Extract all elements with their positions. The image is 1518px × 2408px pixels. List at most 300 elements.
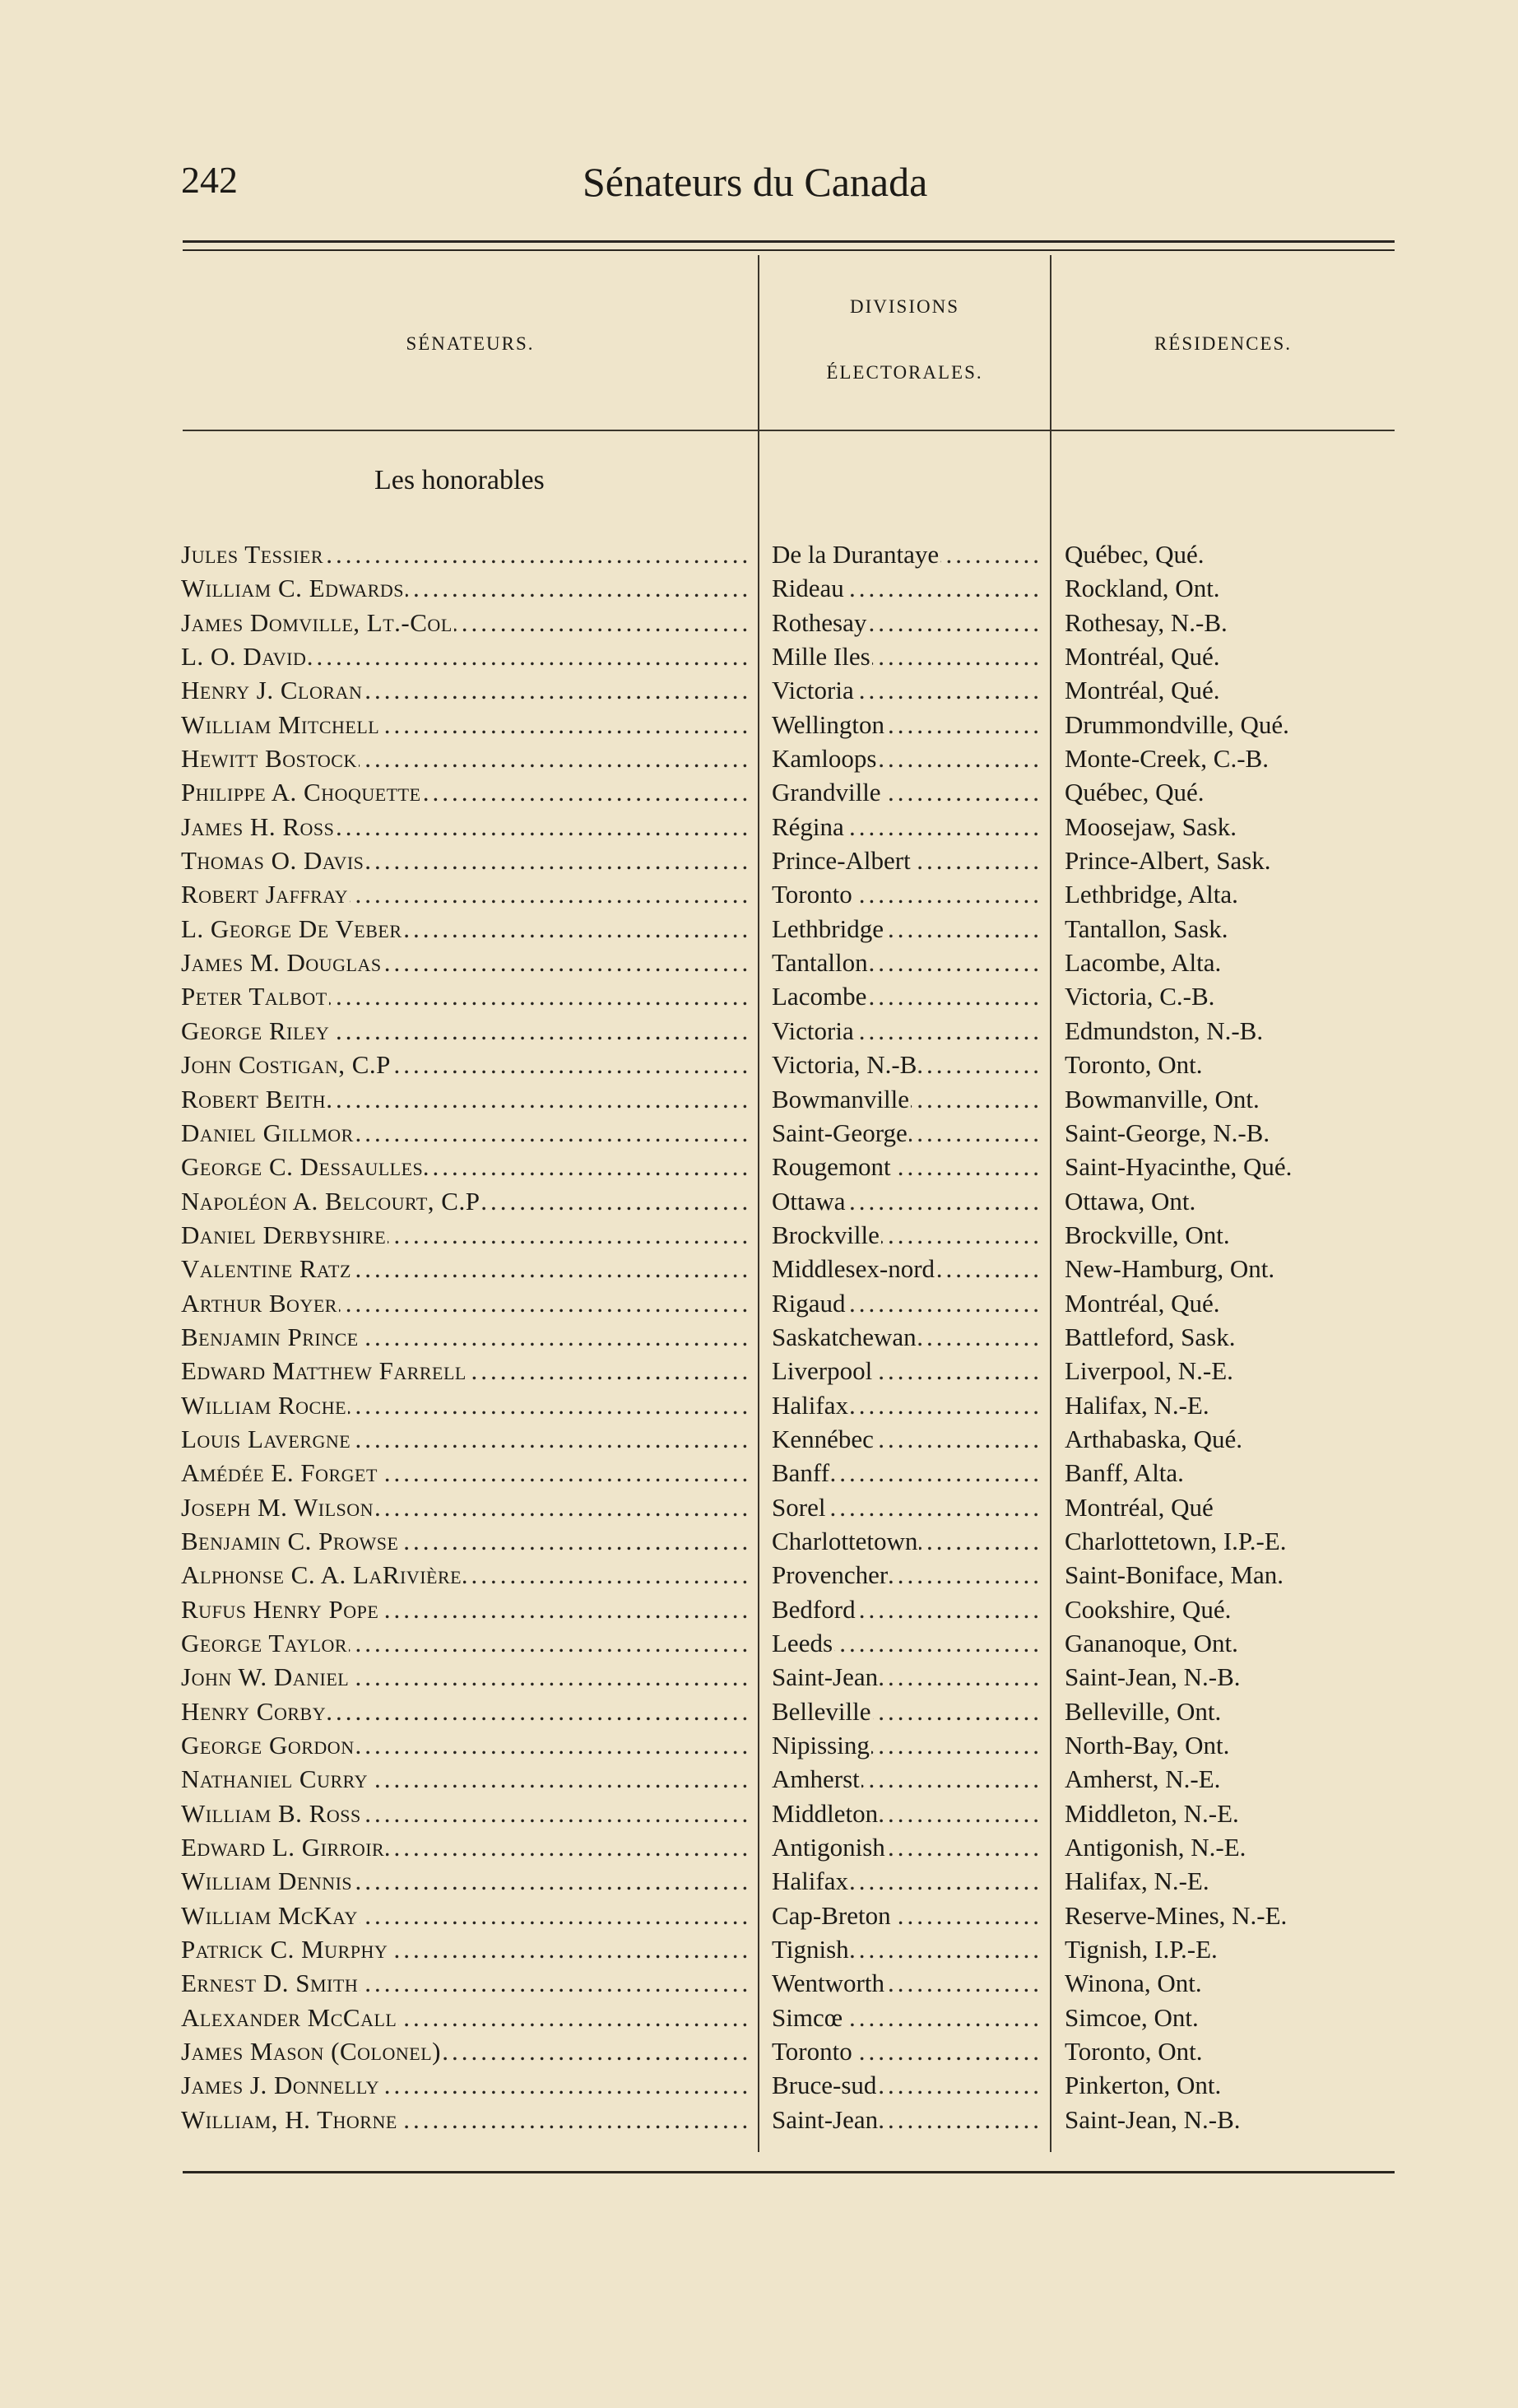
residence: Belleville, Ont. xyxy=(1065,1696,1222,1726)
residence-cell xyxy=(1065,1762,1394,1796)
electoral-division-cell xyxy=(772,1728,1040,1762)
electoral-division-cell xyxy=(772,1286,1040,1320)
table-row xyxy=(0,810,1518,844)
senator-name: Napoléon A. Belcourt, C.P xyxy=(181,1186,480,1216)
residence: Tantallon, Sask. xyxy=(1065,913,1228,943)
senator-name: James M. Douglas xyxy=(181,948,382,978)
electoral-division-cell xyxy=(772,1660,1040,1694)
electoral-division-cell xyxy=(772,1626,1040,1660)
senator-name: Thomas O. Davis xyxy=(181,846,364,876)
electoral-division: Mille Iles xyxy=(772,642,870,672)
table-row xyxy=(0,1354,1518,1388)
table-row xyxy=(0,1966,1518,2000)
residence: Monte-Creek, C.-B. xyxy=(1065,744,1269,774)
table-row xyxy=(0,1830,1518,1864)
table-row xyxy=(0,1524,1518,1558)
residence-cell xyxy=(1065,2034,1394,2068)
electoral-division-cell xyxy=(772,1490,1040,1524)
residence-cell xyxy=(1065,1966,1394,2000)
table-row xyxy=(0,537,1518,571)
senator-name: William C. Edwards xyxy=(181,574,404,603)
electoral-division-cell xyxy=(772,1524,1040,1558)
table-row xyxy=(0,571,1518,605)
senator-name: Philippe A. Choquette xyxy=(181,778,421,807)
electoral-division-cell xyxy=(772,1558,1040,1592)
header-rule xyxy=(183,430,1395,431)
senator-name: Alphonse C. A. LaRivière xyxy=(181,1560,462,1590)
senator-name-cell xyxy=(181,1899,749,1932)
electoral-division: Halifax xyxy=(772,1390,848,1420)
senator-name: John Costigan, C.P xyxy=(181,1050,391,1080)
residence-cell xyxy=(1065,1558,1394,1592)
table-row xyxy=(0,877,1518,911)
electoral-division: Kamloops xyxy=(772,744,877,774)
electoral-division-cell xyxy=(772,1014,1040,1048)
senator-name-cell xyxy=(181,1626,749,1660)
electoral-division-cell xyxy=(772,606,1040,639)
residence: Battleford, Sask. xyxy=(1065,1322,1236,1351)
electoral-division: Rougemont xyxy=(772,1152,891,1182)
senator-name-cell xyxy=(181,639,749,673)
residence-cell xyxy=(1065,775,1394,809)
residence: New-Hamburg, Ont. xyxy=(1065,1254,1275,1284)
electoral-division-cell xyxy=(772,1762,1040,1796)
header-senateurs: SÉNATEURS. xyxy=(406,333,535,354)
senator-name-cell xyxy=(181,2034,749,2068)
residence: Amherst, N.-E. xyxy=(1065,1764,1221,1794)
page-number: 242 xyxy=(181,159,238,201)
electoral-division: Toronto xyxy=(772,2037,852,2066)
electoral-division: Victoria, N.-B xyxy=(772,1050,917,1080)
intro-text: Les honorables xyxy=(374,465,545,495)
electoral-division-cell xyxy=(772,844,1040,877)
senator-name-cell xyxy=(181,1456,749,1490)
header-residences: RÉSIDENCES. xyxy=(1154,333,1293,354)
senator-name-cell xyxy=(181,571,749,605)
residence-cell xyxy=(1065,1286,1394,1320)
electoral-division-cell xyxy=(772,1932,1040,1966)
electoral-division: Saint-George xyxy=(772,1118,908,1147)
electoral-division-cell xyxy=(772,1150,1040,1183)
residence-cell xyxy=(1065,1116,1394,1150)
residence-cell xyxy=(1065,1354,1394,1388)
table-row xyxy=(0,1762,1518,1796)
senator-name-cell xyxy=(181,1116,749,1150)
senator-name: James J. Donnelly xyxy=(181,2071,380,2100)
electoral-division-cell xyxy=(772,2068,1040,2102)
residence-cell xyxy=(1065,2001,1394,2034)
senator-name: Patrick C. Murphy xyxy=(181,1935,388,1964)
residence: Pinkerton, Ont. xyxy=(1065,2071,1222,2100)
electoral-division: Victoria xyxy=(772,676,854,705)
senator-name: Hewitt Bostock xyxy=(181,744,357,774)
table-row xyxy=(0,1626,1518,1660)
electoral-division: Rigaud xyxy=(772,1288,846,1318)
senator-name-cell xyxy=(181,1660,749,1694)
electoral-division: Rothesay xyxy=(772,607,867,637)
electoral-division: Banff xyxy=(772,1458,830,1488)
residence: Simcoe, Ont. xyxy=(1065,2002,1199,2032)
electoral-division-cell xyxy=(772,1320,1040,1354)
table-row xyxy=(0,1082,1518,1116)
table-row xyxy=(0,1286,1518,1320)
senator-name-cell xyxy=(181,912,749,946)
residence: Toronto, Ont. xyxy=(1065,2037,1203,2066)
electoral-division: Halifax xyxy=(772,1866,848,1896)
residence-cell xyxy=(1065,1150,1394,1183)
residence-cell xyxy=(1065,1490,1394,1524)
residence: Saint-Jean, N.-B. xyxy=(1065,1662,1241,1692)
electoral-division-cell xyxy=(772,1456,1040,1490)
residence: Ottawa, Ont. xyxy=(1065,1186,1196,1216)
residence: Brockville, Ont. xyxy=(1065,1220,1230,1249)
electoral-division-cell xyxy=(772,1899,1040,1932)
table-row xyxy=(0,1456,1518,1490)
electoral-division: Bowmanville xyxy=(772,1084,910,1113)
bottom-rule xyxy=(183,2171,1395,2173)
residence: Saint-Jean, N.-B. xyxy=(1065,2104,1241,2134)
senator-name: Benjamin C. Prowse xyxy=(181,1526,399,1555)
senator-name-cell xyxy=(181,877,749,911)
senator-name: George Riley xyxy=(181,1016,330,1045)
senator-name-cell xyxy=(181,1422,749,1456)
residence-cell xyxy=(1065,2103,1394,2136)
residence-cell xyxy=(1065,877,1394,911)
residence-cell xyxy=(1065,1932,1394,1966)
table-row xyxy=(0,1252,1518,1285)
electoral-division: Victoria xyxy=(772,1016,854,1045)
electoral-division-cell xyxy=(772,1116,1040,1150)
senator-name-cell xyxy=(181,1558,749,1592)
table-row xyxy=(0,708,1518,741)
electoral-division-cell xyxy=(772,673,1040,707)
electoral-division: Wentworth xyxy=(772,1969,884,1998)
senator-name: Robert Beith xyxy=(181,1084,326,1113)
residence: Tignish, I.P.-E. xyxy=(1065,1935,1218,1964)
senator-name-cell xyxy=(181,1864,749,1898)
electoral-division-cell xyxy=(772,639,1040,673)
electoral-division: Charlottetown xyxy=(772,1526,918,1555)
electoral-division-cell xyxy=(772,1218,1040,1252)
senator-name: James H. Ross xyxy=(181,811,335,841)
senator-name: Henry Corby xyxy=(181,1696,327,1726)
electoral-division-cell xyxy=(772,979,1040,1013)
electoral-division-cell xyxy=(772,946,1040,979)
senator-name: William, H. Thorne xyxy=(181,2104,397,2134)
residence: Middleton, N.-E. xyxy=(1065,1798,1239,1828)
senator-name-cell xyxy=(181,844,749,877)
table-row xyxy=(0,844,1518,877)
residence-cell xyxy=(1065,1456,1394,1490)
senator-name: Amédée E. Forget xyxy=(181,1458,378,1488)
residence: Moosejaw, Sask. xyxy=(1065,811,1237,841)
top-rule-thin xyxy=(183,249,1395,251)
residence: Halifax, N.-E. xyxy=(1065,1390,1209,1420)
senator-name-cell xyxy=(181,1524,749,1558)
electoral-division: Tignish xyxy=(772,1935,849,1964)
table-row xyxy=(0,2068,1518,2102)
senator-name-cell xyxy=(181,1388,749,1422)
table-row xyxy=(0,946,1518,979)
table-row xyxy=(0,1899,1518,1932)
electoral-division: Saskatchewan xyxy=(772,1322,917,1351)
senator-name: James Domville, Lt.-Col xyxy=(181,607,453,637)
senator-name: James Mason (Colonel) xyxy=(181,2037,441,2066)
electoral-division: Prince-Albert xyxy=(772,846,911,876)
table-row xyxy=(0,1320,1518,1354)
senator-name-cell xyxy=(181,1082,749,1116)
residence: Lethbridge, Alta. xyxy=(1065,880,1238,909)
electoral-division: Régina xyxy=(772,811,844,841)
electoral-division: Rideau xyxy=(772,574,844,603)
residence-cell xyxy=(1065,1388,1394,1422)
electoral-division-cell xyxy=(772,571,1040,605)
senator-name-cell xyxy=(181,2068,749,2102)
senator-name: William Mitchell xyxy=(181,709,380,739)
residence: Saint-Hyacinthe, Qué. xyxy=(1065,1152,1293,1182)
table-row xyxy=(0,1592,1518,1626)
senator-name: Jules Tessier xyxy=(181,540,324,569)
senator-name-cell xyxy=(181,2001,749,2034)
electoral-division-cell xyxy=(772,1592,1040,1626)
electoral-division: Saint-Jean xyxy=(772,2104,879,2134)
senator-name-cell xyxy=(181,810,749,844)
electoral-division-cell xyxy=(772,877,1040,911)
senator-name-cell xyxy=(181,1354,749,1388)
residence-cell xyxy=(1065,844,1394,877)
senator-name-cell xyxy=(181,673,749,707)
residence-cell xyxy=(1065,1797,1394,1830)
senator-name: George Gordon xyxy=(181,1731,355,1760)
electoral-division: Tantallon xyxy=(772,948,868,978)
senator-name: L. O. David xyxy=(181,642,307,672)
residence-cell xyxy=(1065,537,1394,571)
residence-cell xyxy=(1065,1320,1394,1354)
senator-name: William B. Ross xyxy=(181,1798,361,1828)
electoral-division-cell xyxy=(772,1830,1040,1864)
senator-table xyxy=(0,537,1518,2136)
electoral-division-cell xyxy=(772,1966,1040,2000)
electoral-division-cell xyxy=(772,1048,1040,1081)
senator-name: Robert Jaffray xyxy=(181,880,349,909)
table-row xyxy=(0,639,1518,673)
electoral-division: Toronto xyxy=(772,880,852,909)
table-row xyxy=(0,1150,1518,1183)
residence: Bowmanville, Ont. xyxy=(1065,1084,1260,1113)
table-row xyxy=(0,606,1518,639)
senator-name: Edward Matthew Farrell xyxy=(181,1356,467,1386)
residence-cell xyxy=(1065,1728,1394,1762)
electoral-division: Liverpool xyxy=(772,1356,873,1386)
electoral-division: Simcœ xyxy=(772,2002,843,2032)
top-rule xyxy=(183,240,1395,243)
senator-name-cell xyxy=(181,946,749,979)
senator-name: Daniel Gillmor xyxy=(181,1118,354,1147)
electoral-division: Saint-Jean xyxy=(772,1662,879,1692)
residence: Winona, Ont. xyxy=(1065,1969,1202,1998)
electoral-division-cell xyxy=(772,537,1040,571)
residence-cell xyxy=(1065,1184,1394,1218)
residence-cell xyxy=(1065,606,1394,639)
residence: Reserve-Mines, N.-E. xyxy=(1065,1900,1288,1930)
residence-cell xyxy=(1065,1422,1394,1456)
electoral-division-cell xyxy=(772,1252,1040,1285)
residence-cell xyxy=(1065,741,1394,775)
electoral-division-cell xyxy=(772,1082,1040,1116)
residence: Cookshire, Qué. xyxy=(1065,1594,1232,1624)
residence: Halifax, N.-E. xyxy=(1065,1866,1209,1896)
senator-name-cell xyxy=(181,1184,749,1218)
electoral-division: Ottawa xyxy=(772,1186,846,1216)
senator-name-cell xyxy=(181,1592,749,1626)
residence: Rothesay, N.-B. xyxy=(1065,607,1228,637)
residence: Rockland, Ont. xyxy=(1065,574,1220,603)
senator-name-cell xyxy=(181,1014,749,1048)
header-divisions-line2: ÉLECTORALES. xyxy=(826,362,983,383)
table-row xyxy=(0,1558,1518,1592)
senator-name: John W. Daniel xyxy=(181,1662,350,1692)
residence-cell xyxy=(1065,1830,1394,1864)
residence: Saint-George, N.-B. xyxy=(1065,1118,1270,1147)
electoral-division: Sorel xyxy=(772,1492,826,1522)
electoral-division: Bedford xyxy=(772,1594,856,1624)
electoral-division-cell xyxy=(772,1694,1040,1728)
electoral-division-cell xyxy=(772,1797,1040,1830)
senator-name-cell xyxy=(181,1797,749,1830)
electoral-division-cell xyxy=(772,810,1040,844)
senator-name-cell xyxy=(181,537,749,571)
residence-cell xyxy=(1065,1082,1394,1116)
residence: North-Bay, Ont. xyxy=(1065,1731,1230,1760)
table-row xyxy=(0,2103,1518,2136)
residence: Québec, Qué. xyxy=(1065,778,1205,807)
residence-cell xyxy=(1065,708,1394,741)
electoral-division: Grandville xyxy=(772,778,881,807)
residence: Liverpool, N.-E. xyxy=(1065,1356,1233,1386)
table-row xyxy=(0,1116,1518,1150)
residence-cell xyxy=(1065,946,1394,979)
electoral-division: Bruce-sud xyxy=(772,2071,877,2100)
residence: Banff, Alta. xyxy=(1065,1458,1184,1488)
senator-name: L. George De Veber xyxy=(181,913,402,943)
senator-name-cell xyxy=(181,2103,749,2136)
residence: Saint-Boniface, Man. xyxy=(1065,1560,1284,1590)
residence: Drummondville, Qué. xyxy=(1065,709,1289,739)
senator-name-cell xyxy=(181,1694,749,1728)
senator-name-cell xyxy=(181,1830,749,1864)
table-row xyxy=(0,1490,1518,1524)
senator-name: William Dennis xyxy=(181,1866,353,1896)
electoral-division: De la Durantaye xyxy=(772,540,940,569)
senator-name-cell xyxy=(181,708,749,741)
senator-name: Peter Talbot xyxy=(181,982,327,1011)
senator-name-cell xyxy=(181,741,749,775)
table-row xyxy=(0,1048,1518,1081)
electoral-division: Lacombe xyxy=(772,982,867,1011)
electoral-division-cell xyxy=(772,2001,1040,2034)
electoral-division-cell xyxy=(772,1388,1040,1422)
table-row xyxy=(0,775,1518,809)
residence-cell xyxy=(1065,1592,1394,1626)
table-row xyxy=(0,1797,1518,1830)
senator-name-cell xyxy=(181,775,749,809)
residence: Edmundston, N.-B. xyxy=(1065,1016,1264,1045)
residence-cell xyxy=(1065,1864,1394,1898)
table-row xyxy=(0,1864,1518,1898)
residence-cell xyxy=(1065,979,1394,1013)
table-row xyxy=(0,1694,1518,1728)
senator-name-cell xyxy=(181,1150,749,1183)
running-title: Sénateurs du Canada xyxy=(583,159,928,205)
senator-name-cell xyxy=(181,1320,749,1354)
electoral-division-cell xyxy=(772,741,1040,775)
senator-name-cell xyxy=(181,1728,749,1762)
senator-name: Alexander McCall xyxy=(181,2002,397,2032)
table-row xyxy=(0,912,1518,946)
electoral-division: Provencher xyxy=(772,1560,889,1590)
electoral-division: Belleville xyxy=(772,1696,871,1726)
senator-name: Edward L. Girroir xyxy=(181,1833,385,1862)
residence-cell xyxy=(1065,1626,1394,1660)
senator-name: Rufus Henry Pope xyxy=(181,1594,379,1624)
senator-name: William Roche xyxy=(181,1390,347,1420)
electoral-division: Cap-Breton xyxy=(772,1900,891,1930)
electoral-division: Brockville xyxy=(772,1220,880,1249)
senator-name: Valentine Ratz xyxy=(181,1254,351,1284)
table-row xyxy=(0,1184,1518,1218)
electoral-division-cell xyxy=(772,912,1040,946)
residence-cell xyxy=(1065,1048,1394,1081)
table-row xyxy=(0,2001,1518,2034)
electoral-division-cell xyxy=(772,2103,1040,2136)
residence-cell xyxy=(1065,1524,1394,1558)
table-row xyxy=(0,1932,1518,1966)
table-row xyxy=(0,1388,1518,1422)
senator-name: Henry J. Cloran xyxy=(181,676,363,705)
senator-name: George C. Dessaulles xyxy=(181,1152,424,1182)
electoral-division-cell xyxy=(772,1184,1040,1218)
senator-name: Louis Lavergne xyxy=(181,1424,351,1453)
residence-cell xyxy=(1065,571,1394,605)
residence: Québec, Qué. xyxy=(1065,540,1205,569)
senator-name: Joseph M. Wilson xyxy=(181,1492,374,1522)
electoral-division: Nipissing xyxy=(772,1731,870,1760)
senator-name: Arthur Boyer xyxy=(181,1288,337,1318)
residence: Montréal, Qué. xyxy=(1065,1288,1220,1318)
senator-name-cell xyxy=(181,1966,749,2000)
electoral-division-cell xyxy=(772,2034,1040,2068)
residence: Victoria, C.-B. xyxy=(1065,982,1215,1011)
electoral-division: Amherst xyxy=(772,1764,860,1794)
table-row xyxy=(0,1014,1518,1048)
senator-name-cell xyxy=(181,979,749,1013)
residence: Charlottetown, I.P.-E. xyxy=(1065,1526,1287,1555)
electoral-division: Middleton xyxy=(772,1798,879,1828)
residence-cell xyxy=(1065,1660,1394,1694)
senator-name-cell xyxy=(181,1252,749,1285)
residence: Antigonish, N.-E. xyxy=(1065,1833,1246,1862)
residence: Lacombe, Alta. xyxy=(1065,948,1222,978)
electoral-division: Middlesex-nord xyxy=(772,1254,935,1284)
residence-cell xyxy=(1065,2068,1394,2102)
residence: Gananoque, Ont. xyxy=(1065,1629,1238,1657)
senator-name-cell xyxy=(181,1218,749,1252)
table-row xyxy=(0,2034,1518,2068)
residence: Montréal, Qué. xyxy=(1065,642,1220,672)
electoral-division-cell xyxy=(772,1354,1040,1388)
residence: Montréal, Qué. xyxy=(1065,676,1220,705)
electoral-division: Lethbridge xyxy=(772,913,884,943)
